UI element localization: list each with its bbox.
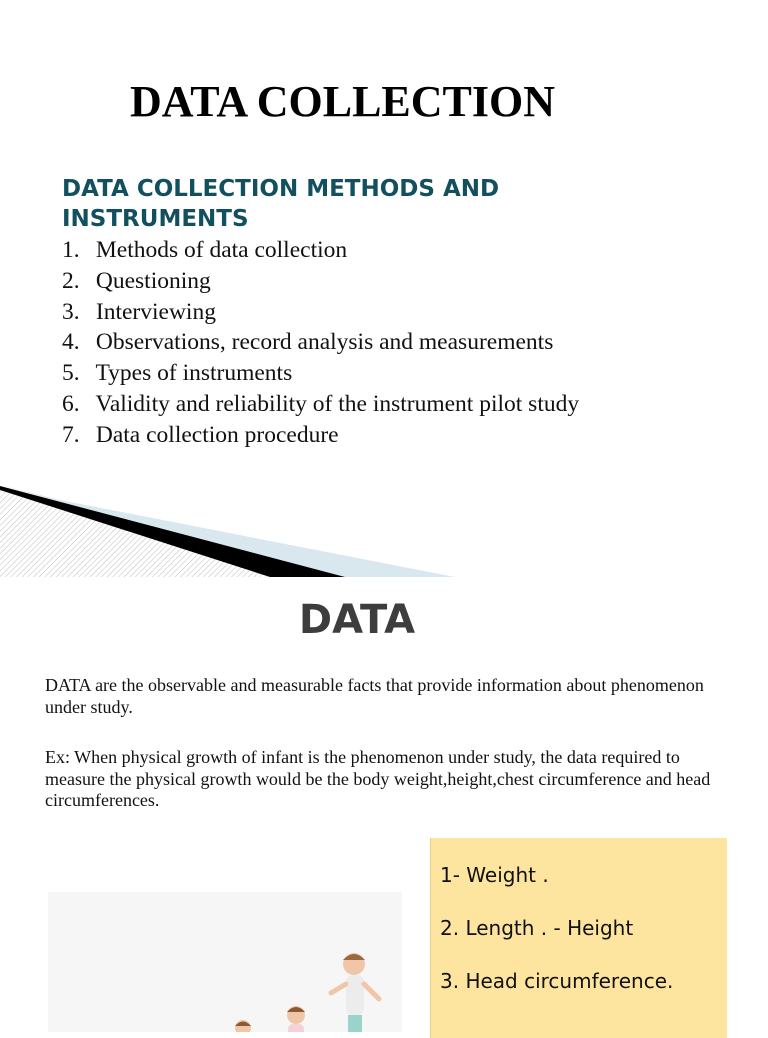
list-item: 2. Questioning xyxy=(62,267,211,294)
babies-illustration xyxy=(48,892,402,1032)
list-item: 4. Observations, record analysis and measurements xyxy=(62,329,554,356)
decorative-wave xyxy=(0,480,768,577)
slide-subtitle: DATA COLLECTION METHODS AND INSTRUMENTS xyxy=(62,176,500,232)
topic-list xyxy=(62,235,579,451)
measurement-item: 3. Head circumference. xyxy=(440,969,674,993)
list-item: 6. Validity and reliability of the instrument pilot study xyxy=(62,390,580,417)
list-item: 1. Methods of data collection xyxy=(62,237,348,263)
measurement-item: 2. Length . - Height xyxy=(440,916,634,940)
example-text: Ex: When physical growth of infant is the phenomenon under study, the data required to measure the physical growth would be the body weight,height,chest circumference and head circumferences. xyxy=(45,747,711,810)
measurement-box xyxy=(430,838,727,1038)
definition-text: DATA are the observable and measurable facts that provide information about phenomenon under study. xyxy=(45,675,704,717)
infant-growth-photo xyxy=(48,892,402,1032)
slide-title: DATA COLLECTION xyxy=(130,77,556,126)
list-item: 3. Interviewing xyxy=(62,298,216,325)
measurement-item: 1- Weight . xyxy=(440,863,549,887)
list-item: 7. Data collection procedure xyxy=(62,421,339,448)
measurement-list xyxy=(440,858,673,1017)
slide-title: DATA xyxy=(298,597,416,643)
list-item: 5. Types of instruments xyxy=(62,360,293,387)
slide-2 xyxy=(0,577,768,1024)
